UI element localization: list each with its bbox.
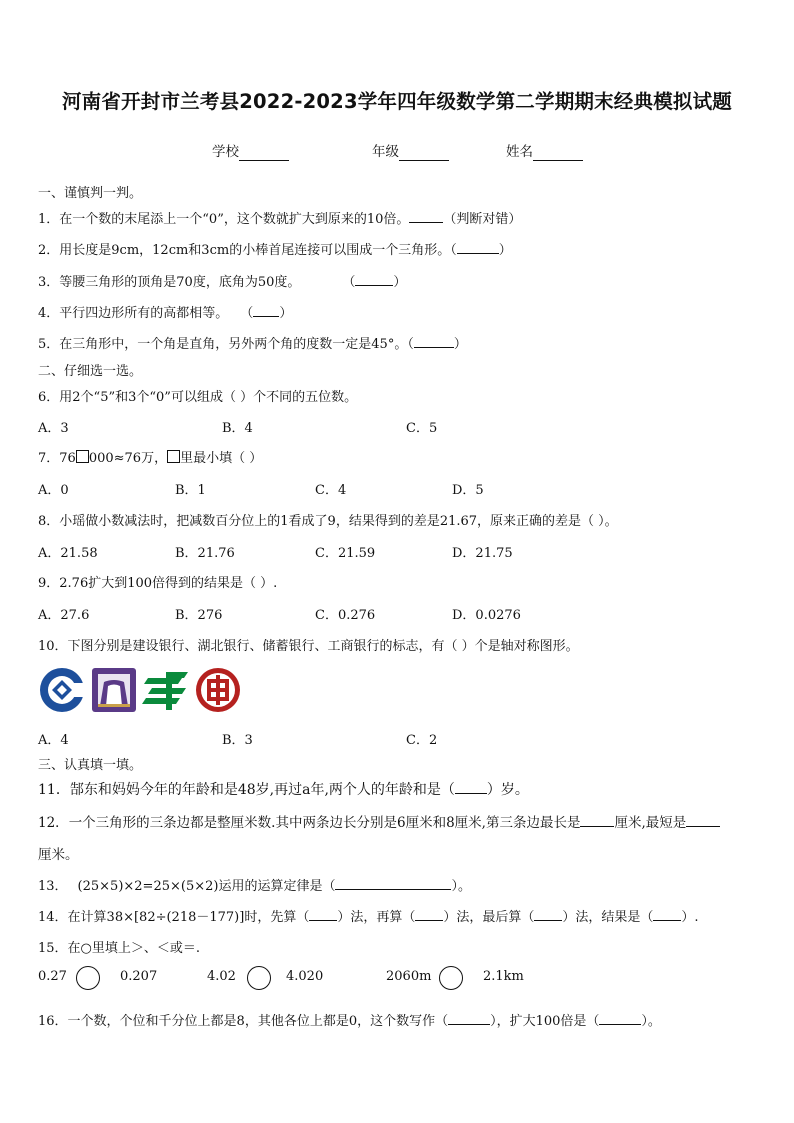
option-c[interactable]: C．4 xyxy=(315,483,347,498)
question-13: 13． (25×5)×2=25×(5×2)运用的运算定律是（ ）。 xyxy=(38,879,471,894)
question-9: 9．2.76扩大到100倍得到的结果是（ ）. xyxy=(38,576,278,591)
school-field[interactable]: 学校 xyxy=(212,140,289,161)
compare-left: 0.27 xyxy=(38,969,67,984)
option-c[interactable]: C．2 xyxy=(406,733,438,748)
question-8: 8．小瑶做小数减法时，把减数百分位上的1看成了9，结果得到的差是21.67，原来正确的差是（ ）。 xyxy=(38,514,618,529)
answer-blank[interactable] xyxy=(309,919,337,921)
question-10: 10．下图分别是建设银行、湖北银行、储蓄银行、工商银行的标志，有（ ）个是轴对称图形。 xyxy=(38,639,579,654)
answer-blank[interactable] xyxy=(414,346,454,348)
name-field[interactable]: 姓名 xyxy=(506,140,583,161)
option-d[interactable]: D．21.75 xyxy=(452,546,513,561)
compare-circle[interactable] xyxy=(439,966,463,990)
compare-right: 4.020 xyxy=(286,969,324,984)
page-title: 河南省开封市兰考县2022-2023学年四年级数学第二学期期末经典模拟试题 xyxy=(61,90,733,113)
option-a[interactable]: A．3 xyxy=(38,421,69,436)
answer-blank[interactable] xyxy=(599,1023,641,1025)
option-a[interactable]: A．4 xyxy=(38,733,69,748)
option-b[interactable]: B．4 xyxy=(222,421,253,436)
section-heading: 三、认真填一填。 xyxy=(38,758,143,773)
option-c[interactable]: C．5 xyxy=(406,421,438,436)
question-4: 4．平行四边形所有的高都相等。 （ ） xyxy=(38,306,293,321)
option-b[interactable]: B．21.76 xyxy=(175,546,235,561)
answer-blank[interactable] xyxy=(580,825,614,827)
answer-blank[interactable] xyxy=(455,792,487,794)
answer-blank[interactable] xyxy=(448,1023,490,1025)
question-11: 11．郜东和妈妈今年的年龄和是48岁,再过a年,两个人的年龄和是（ ）岁。 xyxy=(38,782,529,798)
box-icon xyxy=(167,450,180,463)
compare-right: 0.207 xyxy=(120,969,158,984)
option-a[interactable]: A．0 xyxy=(38,483,69,498)
compare-right: 2.1km xyxy=(483,969,524,984)
answer-blank[interactable] xyxy=(253,315,279,317)
question-12: 12．一个三角形的三条边都是整厘米数.其中两条边长分别是6厘米和8厘米,第三条边最长是 厘米,最短是 xyxy=(38,811,720,831)
option-a[interactable]: A．27.6 xyxy=(38,608,90,623)
option-a[interactable]: A．21.58 xyxy=(38,546,98,561)
option-c[interactable]: C．0.276 xyxy=(315,608,376,623)
answer-blank[interactable] xyxy=(653,919,681,921)
answer-blank[interactable] xyxy=(409,221,443,223)
question-5: 5．在三角形中，一个角是直角，另外两个角的度数一定是45°。（ ） xyxy=(38,337,467,352)
answer-blank[interactable] xyxy=(686,825,720,827)
option-d[interactable]: D．5 xyxy=(452,483,484,498)
option-b[interactable]: B．3 xyxy=(222,733,253,748)
box-icon xyxy=(76,450,89,463)
answer-blank[interactable] xyxy=(335,888,451,890)
compare-left: 4.02 xyxy=(207,969,236,984)
question-14: 14．在计算38×[82÷(218－177)]时，先算（ ）法，再算（ ）法，最后算（ ）法，结果是（ ）. xyxy=(38,910,699,925)
compare-left: 2060m xyxy=(386,969,432,984)
answer-blank[interactable] xyxy=(355,284,393,286)
option-b[interactable]: B．1 xyxy=(175,483,206,498)
ccb-logo-icon xyxy=(38,666,86,714)
icbc-logo-icon xyxy=(194,666,242,714)
postal-bank-logo-icon xyxy=(142,666,190,714)
question-7: 7．76 000≈76万， 里最小填（ ） xyxy=(38,451,263,466)
section-heading: 一、谨慎判一判。 xyxy=(38,186,143,201)
answer-blank[interactable] xyxy=(457,252,499,254)
compare-circle[interactable] xyxy=(76,966,100,990)
option-c[interactable]: C．21.59 xyxy=(315,546,376,561)
answer-blank[interactable] xyxy=(415,919,443,921)
question-16: 16．一个数，个位和千分位上都是8，其他各位上都是0，这个数写作（ ），扩大100倍是（ ）。 xyxy=(38,1014,661,1029)
question-3: 3．等腰三角形的顶角是70度，底角为50度。 （ ） xyxy=(38,275,407,290)
question-2: 2．用长度是9cm，12cm和3cm的小棒首尾连接可以围成一个三角形。（ ） xyxy=(38,243,512,258)
question-15: 15．在○里填上＞、＜或＝. xyxy=(38,941,201,956)
option-d[interactable]: D．0.0276 xyxy=(452,608,521,623)
question-6: 6．用2个“5”和3个“0”可以组成（ ）个不同的五位数。 xyxy=(38,390,358,405)
section-heading: 二、仔细选一选。 xyxy=(38,364,143,379)
answer-blank[interactable] xyxy=(534,919,562,921)
question-1: 1．在一个数的末尾添上一个“0”，这个数就扩大到原来的10倍。 （判断对错） xyxy=(38,212,522,227)
compare-circle[interactable] xyxy=(247,966,271,990)
grade-field[interactable]: 年级 xyxy=(372,140,449,161)
hubei-bank-logo-icon xyxy=(90,666,138,714)
question-12-continued: 厘米。 xyxy=(38,847,79,863)
option-b[interactable]: B．276 xyxy=(175,608,223,623)
